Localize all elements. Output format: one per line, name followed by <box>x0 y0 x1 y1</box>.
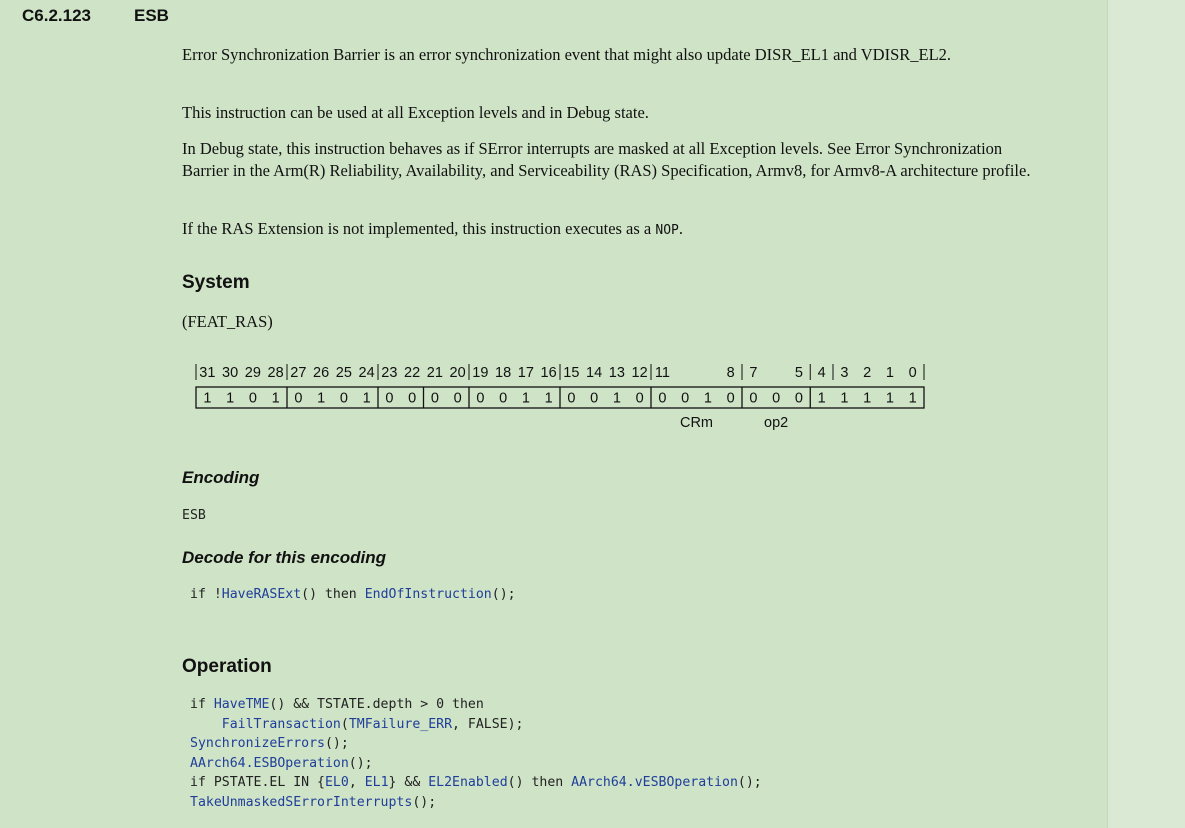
field-label: op2 <box>764 415 789 431</box>
operation-heading: Operation <box>182 656 272 677</box>
operation-token: HaveTME <box>213 697 270 712</box>
bit-number-label: 19 <box>472 365 489 381</box>
operation-token: FailTransaction <box>221 716 341 732</box>
operation-token: EL0 <box>324 775 349 790</box>
operation-token: (); <box>348 755 373 771</box>
bit-number-label: 7 <box>749 365 758 381</box>
operation-token: } && <box>388 775 429 790</box>
bit-number-label: 28 <box>267 365 284 381</box>
operation-token: ( <box>340 716 349 732</box>
operation-line <box>190 773 762 793</box>
bit-value: 0 <box>430 390 439 407</box>
operation-token: EL2Enabled <box>428 775 508 790</box>
operation-line <box>190 754 762 774</box>
bit-number-label: 30 <box>222 365 239 381</box>
operation-token: , <box>348 775 365 790</box>
operation-token: () && TSTATE.depth > 0 then <box>269 697 484 712</box>
decode-token: if ! <box>190 587 222 602</box>
feature-label: (FEAT_RAS) <box>182 312 273 331</box>
bit-number-label: 29 <box>244 365 261 381</box>
bit-number-label: 25 <box>335 365 352 381</box>
operation-line <box>190 793 762 813</box>
bit-value: 0 <box>385 390 394 407</box>
bit-value: 1 <box>226 390 235 407</box>
bit-number-label: 18 <box>495 365 512 381</box>
operation-token: SynchronizeErrors <box>190 736 325 751</box>
bit-value: 1 <box>817 390 826 407</box>
operation-token: AArch64.ESBOperation <box>190 755 349 771</box>
bit-value: 0 <box>476 390 485 407</box>
operation-token: if <box>190 697 214 712</box>
bit-value: 1 <box>885 390 894 407</box>
bit-number-label: 11 <box>654 365 670 381</box>
bit-number-label: 22 <box>404 365 421 381</box>
bit-value: 1 <box>908 390 917 407</box>
bit-value: 0 <box>749 390 758 407</box>
decode-token: () then <box>301 587 365 602</box>
bit-number-label: 17 <box>517 365 534 381</box>
field-label: CRm <box>679 415 714 431</box>
intro-paragraph-3: In Debug state, this instruction behaves as if SError interrupts are masked at all Exception levels. See Error Synchronization Barrier in the Arm(R) Reliability, Availability, and Serviceability (RAS) Specification, Armv8, for Armv8-A architecture profile. <box>182 139 1031 180</box>
operation-token: () then <box>507 775 572 790</box>
encoding-heading: Encoding <box>182 468 260 487</box>
bit-value: 1 <box>703 390 712 407</box>
p4-suffix: . <box>678 219 683 238</box>
operation-line <box>190 695 762 715</box>
bit-number-label: 8 <box>726 365 735 381</box>
bit-number-label: 13 <box>608 365 625 381</box>
bit-value: 0 <box>248 390 257 407</box>
decode-heading: Decode for this encoding <box>182 548 387 567</box>
bit-value: 1 <box>544 390 553 407</box>
bit-number-label: 27 <box>290 365 307 381</box>
operation-token: TakeUnmaskedSErrorInterrupts <box>190 794 413 810</box>
bit-number-label: 12 <box>631 365 648 381</box>
encoding-diagram <box>190 360 930 435</box>
intro-paragraph-1: Error Synchronization Barrier is an error synchronization event that might also update DISR_EL1 and VDISR_EL2. <box>182 45 952 64</box>
operation-code <box>190 695 762 812</box>
bit-value: 0 <box>726 390 735 407</box>
bit-value: 1 <box>362 390 371 407</box>
operation-token: if PSTATE.EL IN { <box>190 775 325 790</box>
operation-token <box>190 717 222 732</box>
intro-paragraph-2: This instruction can be used at all Exception levels and in Debug state. <box>182 103 649 122</box>
decode-token: HaveRASExt <box>221 587 302 602</box>
bit-value: 0 <box>294 390 303 407</box>
operation-token: AArch64.vESBOperation <box>571 775 738 790</box>
operation-token: (); <box>324 736 349 751</box>
bit-number-label: 14 <box>586 365 603 381</box>
bit-value: 1 <box>317 390 326 407</box>
bit-number-label: 0 <box>908 365 917 381</box>
operation-token: (); <box>737 775 762 790</box>
bit-value: 0 <box>794 390 803 407</box>
bit-number-label: 3 <box>840 365 849 381</box>
bit-value: 0 <box>453 390 462 407</box>
bit-value: 1 <box>203 390 212 407</box>
bit-value: 1 <box>863 390 872 407</box>
section-number: C6.2.123 <box>22 6 91 25</box>
bit-number-label: 21 <box>426 365 443 381</box>
system-heading: System <box>182 272 250 293</box>
nop-code: NOP <box>655 223 679 238</box>
bit-value: 0 <box>339 390 348 407</box>
encoding-name: ESB <box>182 508 206 523</box>
operation-token: , FALSE); <box>452 716 524 732</box>
bit-number-label: 26 <box>313 365 330 381</box>
decode-token: (); <box>491 587 516 602</box>
bit-value: 0 <box>681 390 690 407</box>
operation-token: TMFailure_ERR <box>348 716 453 732</box>
operation-token: (); <box>412 794 437 810</box>
bit-number-label: 2 <box>863 365 872 381</box>
bit-number-label: 20 <box>449 365 466 381</box>
bit-value: 0 <box>635 390 644 407</box>
bit-number-label: 15 <box>563 365 580 381</box>
bit-value: 1 <box>612 390 621 407</box>
bit-value: 0 <box>772 390 781 407</box>
bit-number-label: 16 <box>540 365 557 381</box>
decode-code <box>190 585 516 605</box>
decode-token: EndOfInstruction <box>364 587 492 602</box>
bit-number-label: 5 <box>794 365 803 381</box>
right-margin <box>1107 0 1185 828</box>
operation-line <box>190 734 762 754</box>
bit-value: 1 <box>271 390 280 407</box>
section-title: ESB <box>134 6 169 25</box>
operation-token: EL1 <box>364 775 389 790</box>
bit-number-label: 1 <box>885 365 894 381</box>
bit-value: 0 <box>499 390 508 407</box>
bit-number-label: 24 <box>358 365 375 381</box>
bit-value: 0 <box>567 390 576 407</box>
operation-line <box>190 715 762 735</box>
bit-value: 0 <box>658 390 667 407</box>
bit-value: 1 <box>840 390 849 407</box>
bit-number-label: 31 <box>199 365 216 381</box>
p4-prefix: If the RAS Extension is not implemented, this instruction executes as a <box>182 219 656 238</box>
bit-number-label: 4 <box>817 365 826 381</box>
intro-paragraph-4 <box>182 218 1042 242</box>
bit-number-label: 23 <box>381 365 398 381</box>
bit-value: 0 <box>590 390 599 407</box>
bit-value: 0 <box>408 390 417 407</box>
bit-value: 1 <box>521 390 530 407</box>
